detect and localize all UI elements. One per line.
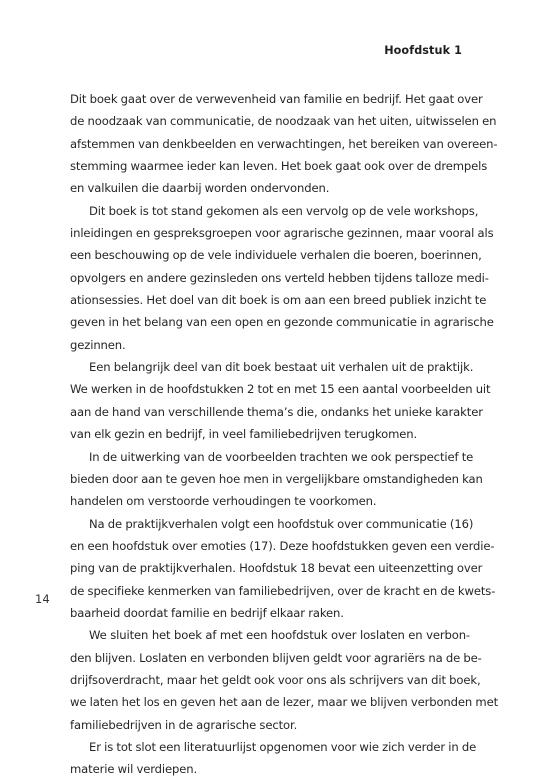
- text-line: geven in het belang van een open en gezonde communicatie in agrarische: [70, 315, 494, 330]
- text-line: Na de praktijkverhalen volgt een hoofdstuk over communicatie (16): [89, 516, 474, 531]
- text-line: een beschouwing op de vele individuele verhalen die boeren, boerinnen,: [70, 248, 482, 263]
- text-line: drijfsoverdracht, maar het geldt ook voor ons als schrijvers van dit boek,: [70, 672, 481, 687]
- text-line: We sluiten het boek af met een hoofdstuk over loslaten en verbon-: [89, 628, 470, 643]
- text-line: afstemmen van denkbeelden en verwachtingen, het bereiken van overeen-: [70, 136, 498, 151]
- paragraph: [70, 200, 494, 356]
- text-line: gezinnen.: [70, 337, 126, 352]
- text-line: van elk gezin en bedrijf, in veel familiebedrijven terugkomen.: [70, 427, 418, 442]
- paragraph: [70, 624, 499, 736]
- paragraph: [70, 736, 477, 781]
- paragraph: [70, 356, 491, 445]
- text-line: baarheid doordat familie en bedrijf elkaar raken.: [70, 605, 344, 620]
- text-line: materie wil verdiepen.: [70, 762, 198, 777]
- text-line: Een belangrijk deel van dit boek bestaat uit verhalen uit de praktijk.: [89, 360, 474, 375]
- text-line: inleidingen en gespreksgroepen voor agrarische gezinnen, maar vooral als: [70, 226, 494, 241]
- text-line: ping van de praktijkverhalen. Hoofdstuk 18 bevat een uiteenzetting over: [70, 561, 483, 576]
- text-line: de specifieke kenmerken van familiebedrijven, over de kracht en de kwets-: [70, 583, 496, 598]
- text-line: stemming waarmee ieder kan leven. Het boek gaat ook over de drempels: [70, 159, 488, 174]
- text-line: den blijven. Loslaten en verbonden blijven geldt voor agrariërs na de be-: [70, 650, 482, 665]
- text-line: ationsessies. Het doel van dit boek is om aan een breed publiek inzicht te: [70, 293, 487, 308]
- text-line: we laten het los en geven het aan de lezer, maar we blijven verbonden met: [70, 695, 499, 710]
- text-line: bieden door aan te geven hoe men in vergelijkbare omstandigheden kan: [70, 471, 483, 486]
- text-line: Dit boek gaat over de verwevenheid van familie en bedrijf. Het gaat over: [70, 92, 483, 106]
- text-line: We werken in de hoofdstukken 2 tot en met 15 een aantal voorbeelden uit: [70, 382, 491, 397]
- text-line: opvolgers en andere gezinsleden ons verteld hebben tijdens talloze medi-: [70, 270, 489, 285]
- text-line: handelen om verstoorde verhoudingen te voorkomen.: [70, 494, 377, 509]
- text-line: Dit boek is tot stand gekomen als een vervolg op de vele workshops,: [89, 203, 479, 218]
- text-line: en een hoofdstuk over emoties (17). Deze hoofdstukken geven een verdie-: [70, 538, 495, 553]
- paragraph: [70, 88, 498, 200]
- paragraph: [70, 513, 496, 625]
- text-line: de noodzaak van communicatie, de noodzaak van het uiten, uitwisselen en: [70, 114, 497, 129]
- page-number: 14: [35, 592, 50, 606]
- text-line: aan de hand van verschillende thema’s die, ondanks het unieke karakter: [70, 404, 483, 419]
- text-line: en valkuilen die daarbij worden ondervonden.: [70, 181, 330, 196]
- text-line: Er is tot slot een literatuurlijst opgenomen voor wie zich verder in de: [89, 739, 477, 754]
- body-text: [70, 88, 499, 781]
- text-line: familiebedrijven in de agrarische sector.: [70, 717, 298, 732]
- running-head: Hoofdstuk 1: [384, 44, 462, 57]
- paragraph: [70, 446, 483, 513]
- text-line: In de uitwerking van de voorbeelden trachten we ook perspectief te: [89, 449, 474, 464]
